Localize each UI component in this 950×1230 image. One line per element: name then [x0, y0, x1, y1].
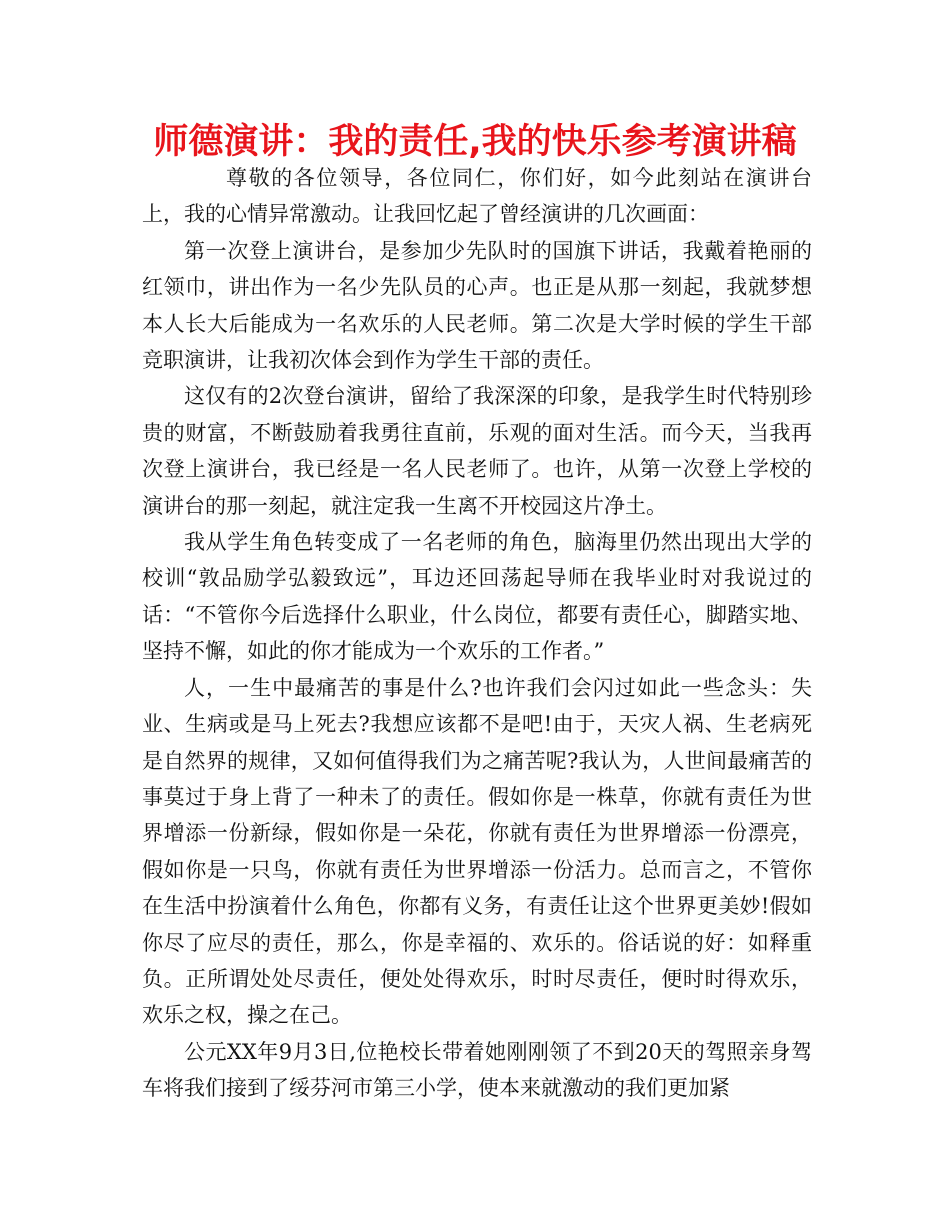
paragraph-5: 人，一生中最痛苦的事是什么?也许我们会闪过如此一些念头：失业、生病或是马上死去?我想应该都不是吧!由于，天灾人祸、生老病死是自然界的规律，又如何值得我们为之痛苦呢?我认为，人世间最痛苦的事莫过于身上背了一种未了的责任。假如你是一株草，你就有责任为世界增添一份新绿，假如你是一朵花，你就有责任为世界增添一份漂亮，假如你是一只鸟，你就有责任为世界增添一份活力。总而言之，不管你在生活中扮演着什么角色，你都有义务，有责任让这个世界更美妙!假如你尽了应尽的责任，那么，你是幸福的、欢乐的。俗话说的好：如释重负。正所谓处处尽责任，便处处得欢乐，时时尽责任，便时时得欢乐，欢乐之权，操之在己。 — [142, 675, 812, 1028]
paragraph-2: 第一次登上演讲台，是参加少先队时的国旗下讲话，我戴着艳丽的红领巾，讲出作为一名少先队员的心声。也正是从那一刻起，我就梦想本人长大后能成为一名欢乐的人民老师。第二次是大学时候的学生干部竞职演讲，让我初次体会到作为学生干部的责任。 — [142, 238, 812, 373]
paragraph-6: 公元XX年9月3日,位艳校长带着她刚刚领了不到20天的驾照亲身驾车将我们接到了绥芬河市第三小学，使本来就激动的我们更加紧 — [142, 1039, 812, 1101]
paragraph-4: 我从学生角色转变成了一名老师的角色，脑海里仍然出现出大学的校训“敦品励学弘毅致远”，耳边还回荡起导师在我毕业时对我说过的话：“不管你今后选择什么职业，什么岗位，都要有责任心，脚踏实地、坚持不懈，如此的你才能成为一个欢乐的工作者。” — [142, 530, 812, 664]
document-title: 师德演讲：我的责任,我的快乐参考演讲稿 — [153, 122, 797, 162]
document-body — [142, 160, 812, 1107]
paragraph-1: 尊敬的各位领导，各位同仁，你们好，如今此刻站在演讲台上，我的心情异常激动。让我回忆起了曾经演讲的几次画面： — [142, 166, 812, 227]
paragraph-3: 这仅有的2次登台演讲，留给了我深深的印象，是我学生时代特别珍贵的财富，不断鼓励着我勇往直前，乐观的面对生活。而今天，当我再次登上演讲台，我已经是一名人民老师了。也许，从第一次登上学校的演讲台的那一刻起，就注定我一生离不开校园这片净土。 — [142, 384, 812, 518]
